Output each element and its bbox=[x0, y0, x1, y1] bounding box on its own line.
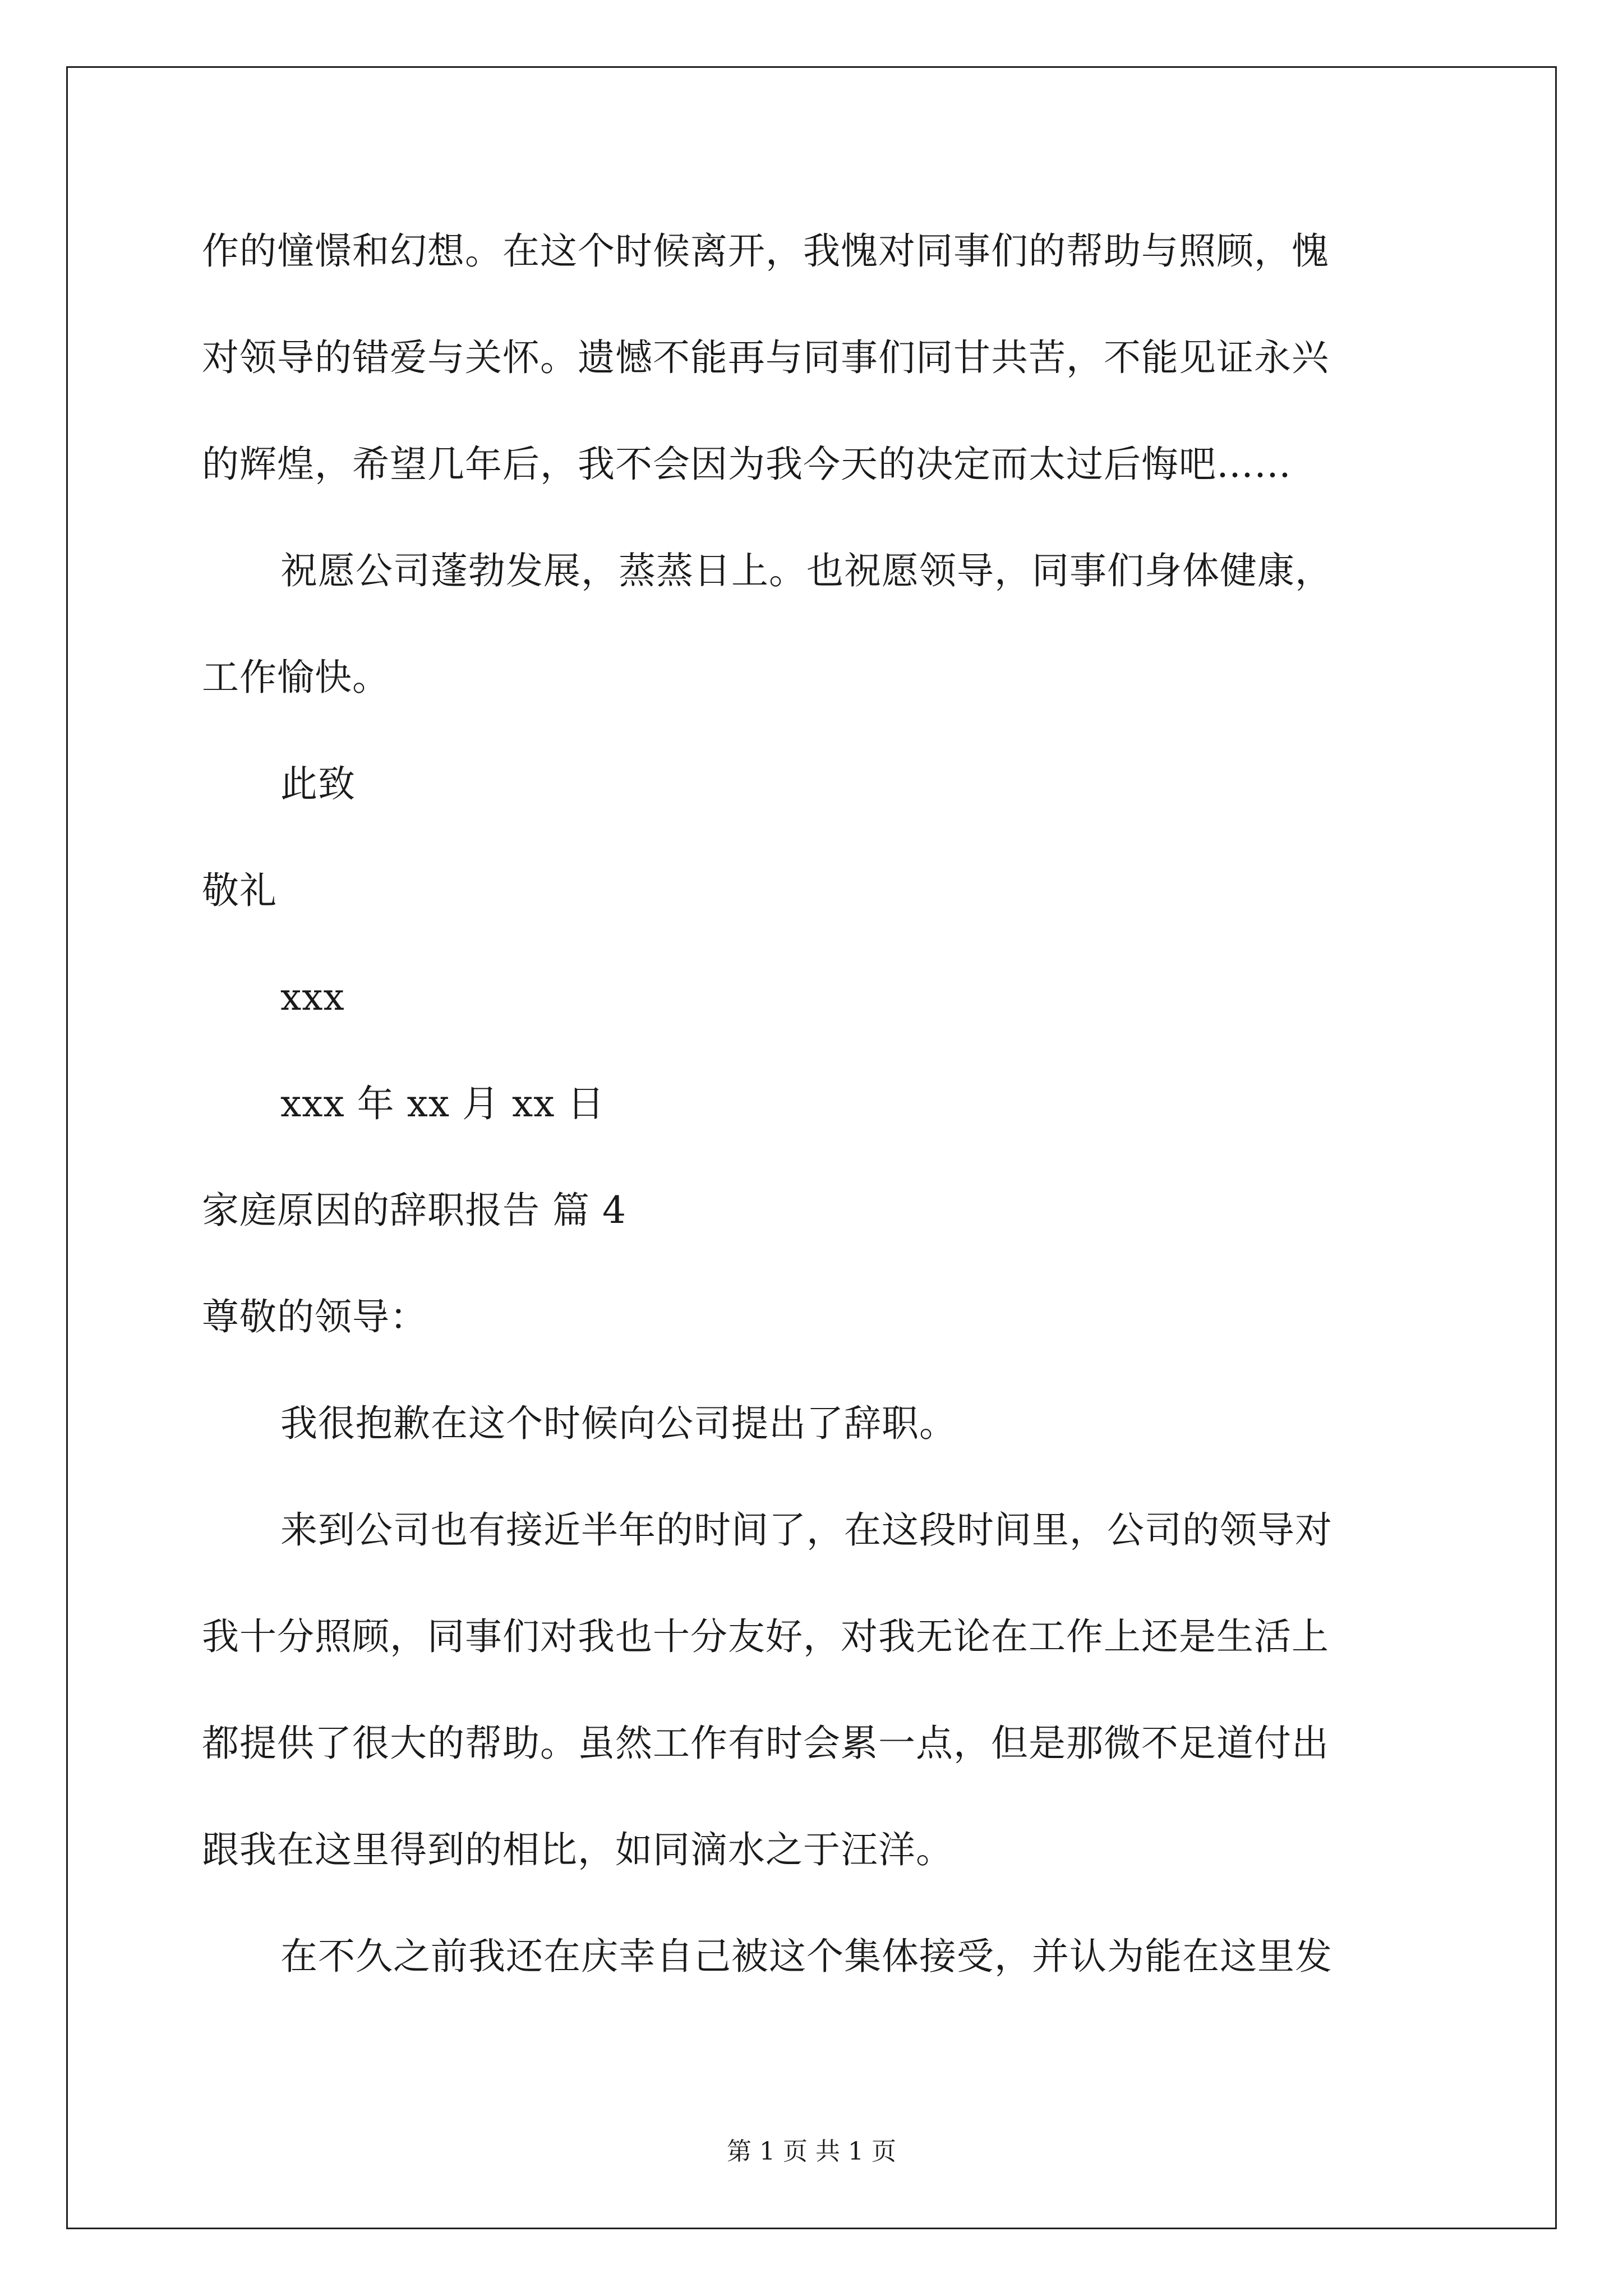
paragraph-line-17: 在不久之前我还在庆幸自己被这个集体接受，并认为能在这里发 bbox=[280, 1935, 1332, 1978]
paragraph-line-3: 的辉煌，希望几年后，我不会因为我今天的决定而太过后悔吧…… bbox=[202, 443, 1292, 486]
closing-regards: 敬礼 bbox=[202, 869, 277, 912]
closing-salutation: 此致 bbox=[280, 762, 356, 806]
section-heading: 家庭原因的辞职报告 篇 4 bbox=[202, 1189, 626, 1232]
letter-greeting: 尊敬的领导： bbox=[202, 1295, 427, 1338]
paragraph-line-15: 都提供了很大的帮助。虽然工作有时会累一点，但是那微不足道付出 bbox=[202, 1722, 1329, 1765]
paragraph-line-16: 跟我在这里得到的相比，如同滴水之于汪洋。 bbox=[202, 1828, 953, 1871]
page-footer: 第 1 页 共 1 页 bbox=[727, 2137, 896, 2166]
paragraph-line-4: 祝愿公司蓬勃发展，蒸蒸日上。也祝愿领导，同事们身体健康， bbox=[280, 549, 1332, 592]
signature-name: xxx bbox=[280, 976, 345, 1019]
paragraph-line-14: 我十分照顾，同事们对我也十分友好，对我无论在工作上还是生活上 bbox=[202, 1615, 1329, 1658]
paragraph-line-1: 作的憧憬和幻想。在这个时候离开，我愧对同事们的帮助与照顾，愧 bbox=[202, 229, 1329, 273]
paragraph-line-5: 工作愉快。 bbox=[202, 656, 390, 699]
paragraph-line-12: 我很抱歉在这个时候向公司提出了辞职。 bbox=[280, 1402, 957, 1445]
signature-date: xxx 年 xx 月 xx 日 bbox=[280, 1082, 605, 1125]
paragraph-line-2: 对领导的错爱与关怀。遗憾不能再与同事们同甘共苦，不能见证永兴 bbox=[202, 336, 1329, 379]
page-border bbox=[66, 66, 1557, 2229]
paragraph-line-13: 来到公司也有接近半年的时间了，在这段时间里，公司的领导对 bbox=[280, 1508, 1332, 1552]
